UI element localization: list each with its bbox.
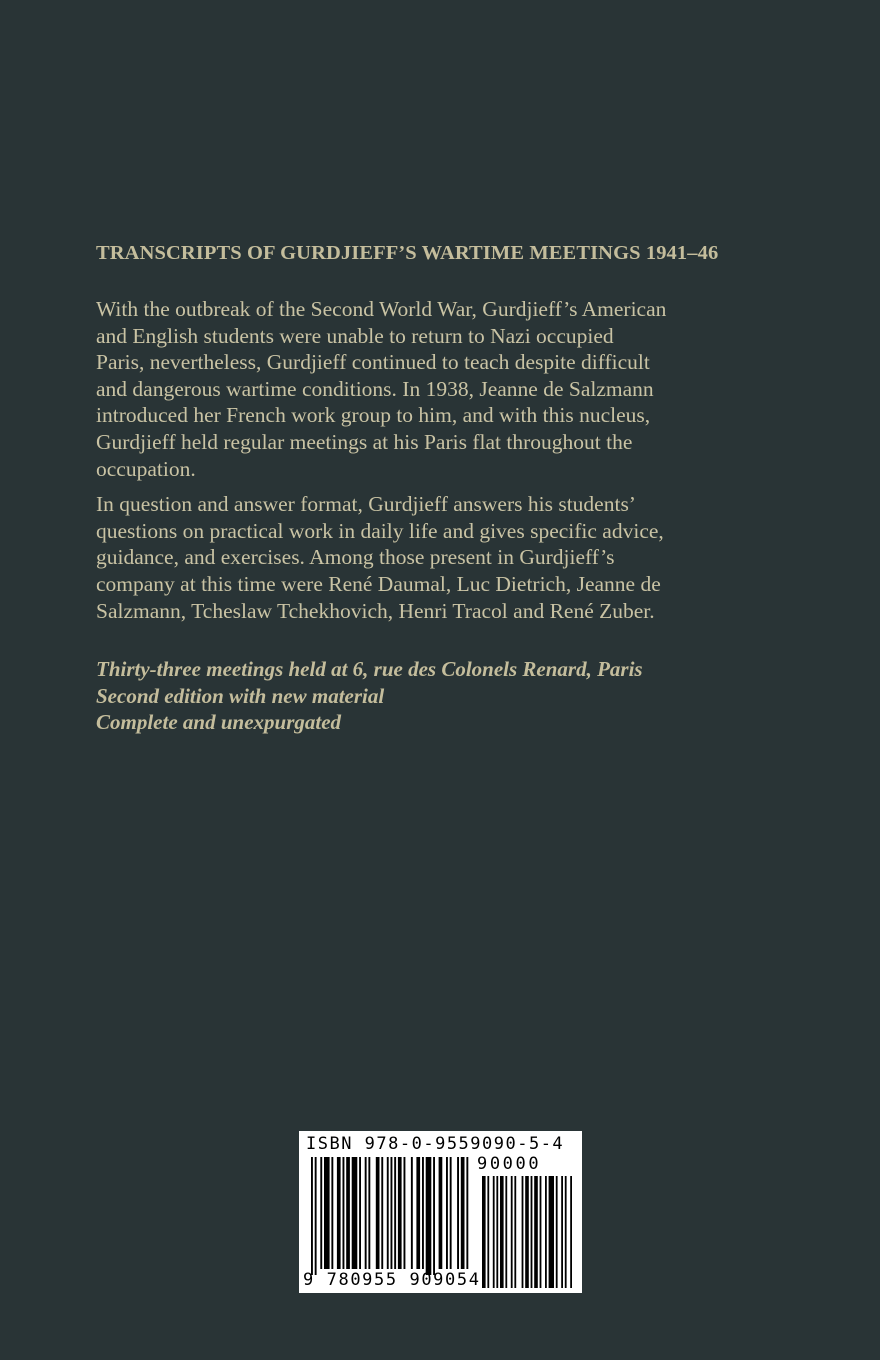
addon-bar (549, 1176, 554, 1288)
blurb-paragraph-1 (96, 296, 776, 482)
barcode-addon-number: 90000 (477, 1154, 542, 1174)
barcode-bar (426, 1157, 432, 1275)
barcode-bar (416, 1157, 420, 1269)
blurb-line: introduced her French work group to him, and with this nucleus, (96, 403, 651, 428)
barcode-bar (365, 1157, 367, 1269)
barcode-bar (311, 1157, 313, 1275)
addon-bar (511, 1176, 513, 1288)
barcode-bars (299, 1131, 582, 1293)
blurb-paragraph-2 (96, 491, 776, 624)
barcode-bar (439, 1157, 443, 1269)
barcode-bar (433, 1157, 435, 1275)
addon-bar (565, 1176, 567, 1288)
addon-bar (500, 1176, 504, 1288)
addon-bar (561, 1176, 563, 1288)
barcode-bar (461, 1157, 465, 1269)
edition-note: Thirty-three meetings held at 6, rue des Colonels Renard, Paris (96, 657, 643, 681)
edition-note: Second edition with new material (96, 683, 385, 708)
barcode-bar (352, 1157, 358, 1269)
barcode-bar (466, 1157, 468, 1269)
addon-bar (482, 1176, 486, 1288)
addon-bar (522, 1176, 524, 1288)
addon-bar (556, 1176, 558, 1288)
barcode-bar (346, 1157, 350, 1269)
barcode-bar (394, 1157, 396, 1269)
barcode-bar (324, 1157, 330, 1269)
barcode-bar (359, 1157, 361, 1269)
blurb-line: Gurdjieff held regular meetings at his Paris flat throughout the (96, 429, 633, 454)
barcode-bar (422, 1157, 424, 1269)
addon-bar (545, 1176, 547, 1288)
barcode-bar (446, 1157, 448, 1269)
addon-bar (487, 1176, 489, 1288)
blurb-line: questions on practical work in daily life and gives specific advice, (96, 518, 664, 543)
blurb (96, 296, 776, 633)
blurb-line: In question and answer format, Gurdjieff answers his students’ (96, 492, 636, 517)
barcode-bar (404, 1157, 406, 1269)
barcode-bar (381, 1157, 383, 1269)
blurb-line: Salzmann, Tcheslaw Tchekhovich, Henri Tracol and René Zuber. (96, 598, 655, 623)
edition-note: Complete and unexpurgated (96, 710, 342, 735)
blurb-line: With the outbreak of the Second World War, Gurdjieff’s American (96, 297, 667, 321)
barcode-bar (376, 1157, 380, 1269)
addon-bar (525, 1176, 529, 1288)
blurb-line: Paris, nevertheless, Gurdjieff continued to teach despite difficult (96, 350, 650, 375)
addon-bar (496, 1176, 498, 1288)
addon-bar (505, 1176, 507, 1288)
barcode-bar (368, 1157, 370, 1269)
barcode-bar (391, 1157, 393, 1269)
blurb-line: and English students were unable to return to Nazi occupied (96, 323, 614, 348)
isbn-label: ISBN 978-0-9559090-5-4 (306, 1134, 565, 1154)
addon-bar (493, 1176, 495, 1288)
addon-bar (531, 1176, 533, 1288)
addon-bar (534, 1176, 538, 1288)
addon-bar (540, 1176, 542, 1288)
blurb-line: and dangerous wartime conditions. In 1938, Jeanne de Salzmann (96, 376, 654, 401)
addon-bar (570, 1176, 572, 1288)
barcode-bar (331, 1157, 333, 1269)
barcode-bar (398, 1157, 402, 1269)
barcode-bar (450, 1157, 452, 1269)
blurb-line: occupation. (96, 456, 196, 481)
addon-bar (514, 1176, 516, 1288)
barcode-bar (411, 1157, 413, 1269)
barcode-bar (320, 1157, 322, 1269)
barcode-bar (315, 1157, 317, 1275)
ean-number: 9 780955 909054 (303, 1270, 481, 1290)
barcode-bar (387, 1157, 389, 1269)
blurb-line: guidance, and exercises. Among those present in Gurdjieff’s (96, 545, 615, 570)
cover-heading: TRANSCRIPTS OF GURDJIEFF’S WARTIME MEETINGS 1941–46 (96, 242, 719, 264)
barcode-bar (337, 1157, 341, 1269)
blurb-line: company at this time were René Daumal, Luc Dietrich, Jeanne de (96, 571, 661, 596)
barcode-bar (343, 1157, 345, 1269)
isbn-barcode (299, 1131, 582, 1293)
barcode-bar (457, 1157, 459, 1269)
edition-notes (96, 656, 796, 736)
